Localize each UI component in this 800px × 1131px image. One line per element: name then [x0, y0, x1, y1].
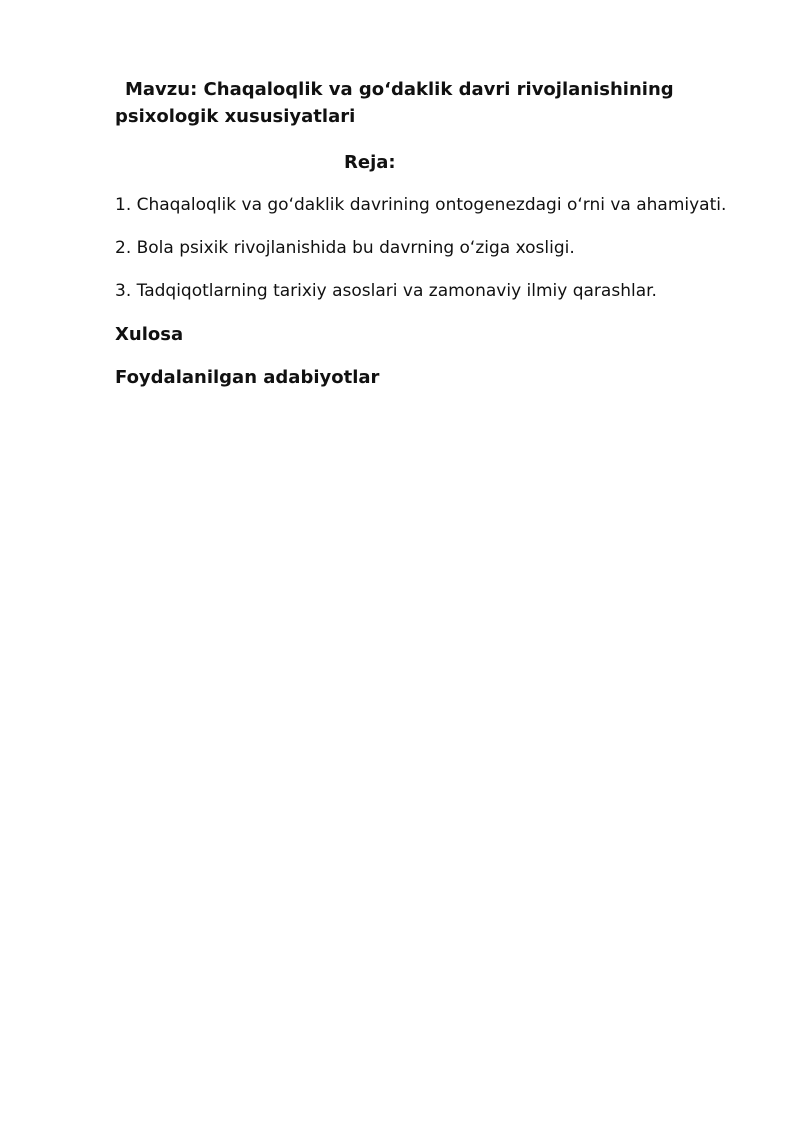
plan-item-2: 2. Bola psixik rivojlanishida bu davrning o‘ziga xosligi.	[115, 238, 575, 258]
document-title: Mavzu: Chaqaloqlik va go‘daklik davri rivojlanishining psixologik xususiyatlari	[115, 79, 674, 127]
plan-item-3: 3. Tadqiqotlarning tarixiy asoslari va zamonaviy ilmiy qarashlar.	[115, 281, 657, 301]
plan-item-1: 1. Chaqaloqlik va go‘daklik davrining ontogenezdagi o‘rni va ahamiyati.	[115, 195, 727, 215]
section-references: Foydalanilgan adabiyotlar	[115, 367, 380, 388]
plan-heading: Reja:	[344, 152, 396, 173]
section-conclusion: Xulosa	[115, 324, 184, 345]
